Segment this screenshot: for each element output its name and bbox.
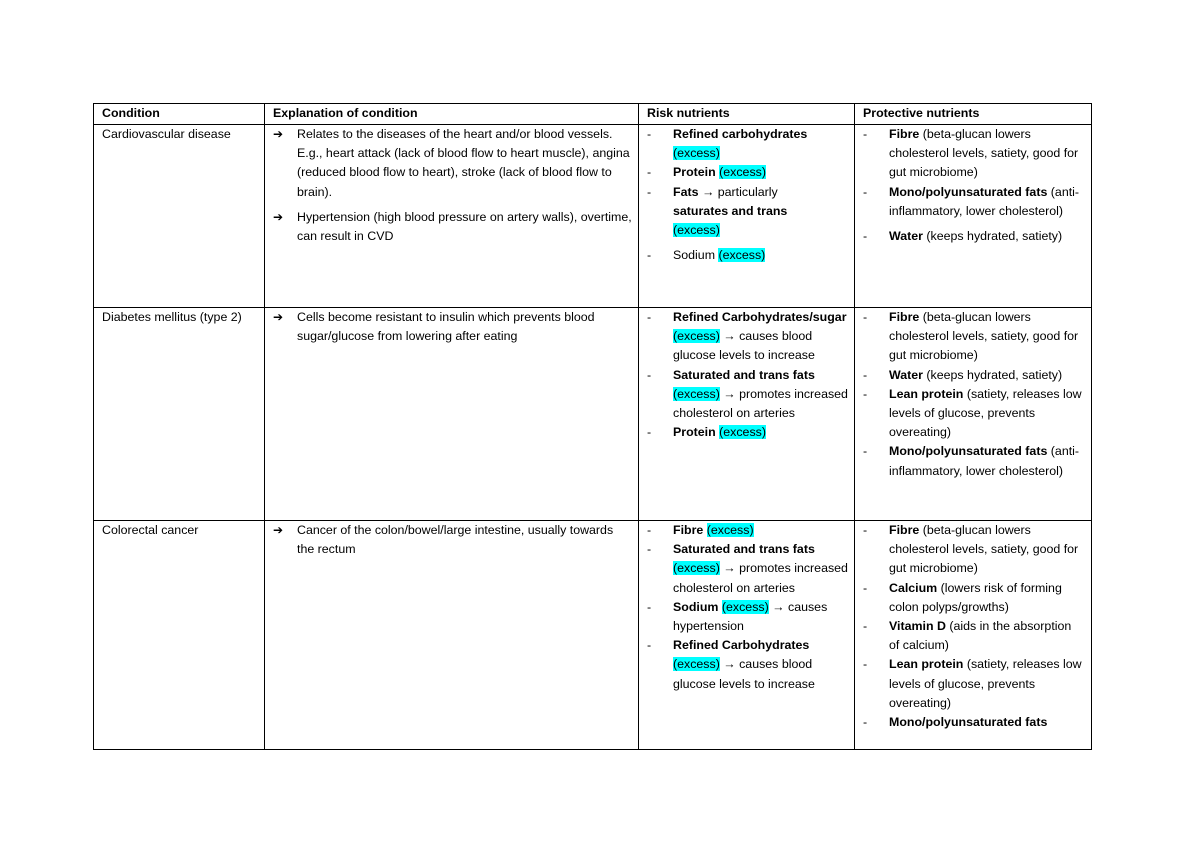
table-row [94,125,1092,308]
nutrient-name: Fibre [889,310,920,324]
table-header-row [94,104,1092,125]
list-item [647,423,848,442]
explanation-item [273,125,632,202]
list-item [863,183,1085,221]
dash-bullet: - [647,542,652,557]
list-item [647,163,848,182]
nutrient-name: Lean protein [889,386,964,401]
protective-cell [855,308,1092,521]
dash-bullet: - [863,715,868,730]
nutrient-note: (aids in the absorption of calcium) [889,619,1072,653]
nutrient-note: (lowers risk of forming colon polyps/growths) [889,580,1062,614]
excess-highlight: (excess) [673,329,720,344]
list-item [647,366,848,424]
explanation-text: Cells become resistant to insulin which prevents blood sugar/glucose from lowering after eating [297,310,595,344]
excess-highlight: (excess) [673,657,720,672]
nutrient-note: (keeps hydrated, satiety) [926,367,1063,382]
header-protective-nutrients: Protective nutrients [855,104,1092,125]
header-condition: Condition [94,104,265,125]
condition-cell: Colorectal cancer [94,521,265,750]
nutrition-conditions-table [93,103,1092,750]
dash-bullet: - [647,184,652,199]
dash-bullet: - [647,367,652,382]
dash-bullet: - [863,127,868,141]
protective-cell [855,125,1092,308]
dash-bullet: - [647,599,652,614]
explanation-cell [265,521,639,750]
dash-bullet: - [863,367,868,382]
nutrient-name: Fats [673,184,699,199]
nutrient-note: (satiety, releases low levels of glucose, prevents overeating) [889,386,1082,440]
explanation-cell [265,308,639,521]
list-item [647,246,848,265]
arrow-icon: ➔ [273,127,284,141]
nutrient-name: Lean protein [889,657,964,672]
nutrient-name: Vitamin D [889,619,946,634]
explanation-text: Cancer of the colon/bowel/large intestine, usually towards the rectum [297,523,614,557]
arrow-icon: ➔ [273,523,284,537]
nutrient-name: Mono/polyunsaturated fats [889,715,1048,730]
protective-cell [855,521,1092,750]
nutrient-name: Fibre [889,127,920,141]
nutrient-note: → promotes increased cholesterol on arteries [673,386,848,421]
dash-bullet: - [863,184,868,199]
nutrient-name: Mono/polyunsaturated fats [889,184,1048,199]
nutrient-note: (satiety, releases low levels of glucose, prevents overeating) [889,657,1082,710]
nutrient-note: (beta-glucan lowers cholesterol levels, satiety, good for gut microbiome) [889,523,1079,576]
list-item [863,713,1085,732]
list-item [863,227,1085,246]
nutrient-name: Sodium [673,599,719,614]
nutrient-note: (keeps hydrated, satiety) [926,229,1063,244]
explanation-cell [265,125,639,308]
risk-cell [639,521,855,750]
dash-bullet: - [647,310,652,324]
nutrient-name: Protein [673,425,716,440]
dash-bullet: - [647,425,652,440]
header-risk-nutrients: Risk nutrients [639,104,855,125]
excess-highlight: (excess) [673,561,720,576]
risk-cell [639,308,855,521]
list-item [863,125,1085,183]
dash-bullet: - [863,657,868,672]
dash-bullet: - [647,638,652,653]
dash-bullet: - [863,310,868,324]
list-item [863,366,1085,385]
list-item [863,579,1085,617]
nutrient-note: → promotes increased cholesterol on arteries [673,561,848,595]
dash-bullet: - [647,248,652,263]
excess-highlight: (excess) [673,146,720,161]
explanation-text: Hypertension (high blood pressure on artery walls), overtime, can result in CVD [297,209,632,244]
nutrient-name: Saturated and trans fats [673,542,815,557]
dash-bullet: - [647,165,652,180]
nutrient-note: → causes blood glucose levels to increase [673,329,815,363]
nutrient-name: Sodium [673,248,716,263]
nutrient-name: Refined Carbohydrates/sugar [673,310,847,324]
list-item [647,540,848,598]
nutrient-name: Mono/polyunsaturated fats [889,444,1048,459]
excess-highlight: (excess) [719,165,766,180]
nutrient-name: Water [889,229,923,244]
dash-bullet: - [647,523,652,537]
list-item [863,617,1085,655]
list-item [863,655,1085,713]
table-row [94,521,1092,750]
risk-cell [639,125,855,308]
nutrient-note: (beta-glucan lowers cholesterol levels, satiety, good for gut microbiome) [889,310,1079,363]
nutrient-note: → causes hypertension [673,599,828,634]
condition-cell: Cardiovascular disease [94,125,265,308]
nutrient-name: Fibre [889,523,920,537]
nutrient-name: saturates and trans [673,203,788,218]
nutrient-name: Water [889,367,923,382]
dash-bullet: - [863,444,868,459]
excess-highlight: (excess) [721,599,769,614]
explanation-item [273,521,632,559]
list-item [647,308,848,366]
excess-highlight: (excess) [673,223,720,238]
nutrient-name: Calcium [889,580,938,595]
nutrient-note: → particularly [701,184,778,199]
excess-highlight: (excess) [706,523,754,537]
nutrient-name: Fibre [673,523,704,537]
dash-bullet: - [647,127,652,141]
nutrient-name: Saturated and trans fats [673,367,815,382]
header-explanation: Explanation of condition [265,104,639,125]
arrow-icon: ➔ [273,209,284,224]
list-item [647,521,848,540]
explanation-item [273,308,632,346]
excess-highlight: (excess) [673,386,720,401]
dash-bullet: - [863,386,868,401]
dash-bullet: - [863,229,868,244]
nutrient-name: Refined carbohydrates [673,127,808,141]
nutrient-name: Refined Carbohydrates [673,638,810,653]
list-item [863,521,1085,579]
explanation-text: Relates to the diseases of the heart and/or blood vessels. E.g., heart attack (lack of blood flow to heart muscle), angina (reduced blood flow to heart), stroke (lack of blood flow to brain). [297,127,630,199]
condition-cell: Diabetes mellitus (type 2) [94,308,265,521]
list-item [863,308,1085,366]
list-item [647,598,848,636]
list-item [863,385,1085,443]
nutrient-note: (beta-glucan lowers cholesterol levels, satiety, good for gut microbiome) [889,127,1079,180]
explanation-item [273,208,632,246]
excess-highlight: (excess) [719,425,766,440]
list-item [863,442,1085,480]
dash-bullet: - [863,619,868,634]
nutrient-note: (anti-inflammatory, lower cholesterol) [889,444,1080,478]
list-item [647,183,848,241]
table-row [94,308,1092,521]
dash-bullet: - [863,580,868,595]
nutrient-note: → causes blood glucose levels to increase [673,657,815,691]
dash-bullet: - [863,523,868,537]
list-item [647,636,848,694]
excess-highlight: (excess) [718,248,766,263]
list-item [647,125,848,163]
nutrient-name: Protein [673,165,716,180]
nutrient-note: (anti-inflammatory, lower cholesterol) [889,184,1080,218]
arrow-icon: ➔ [273,310,284,324]
